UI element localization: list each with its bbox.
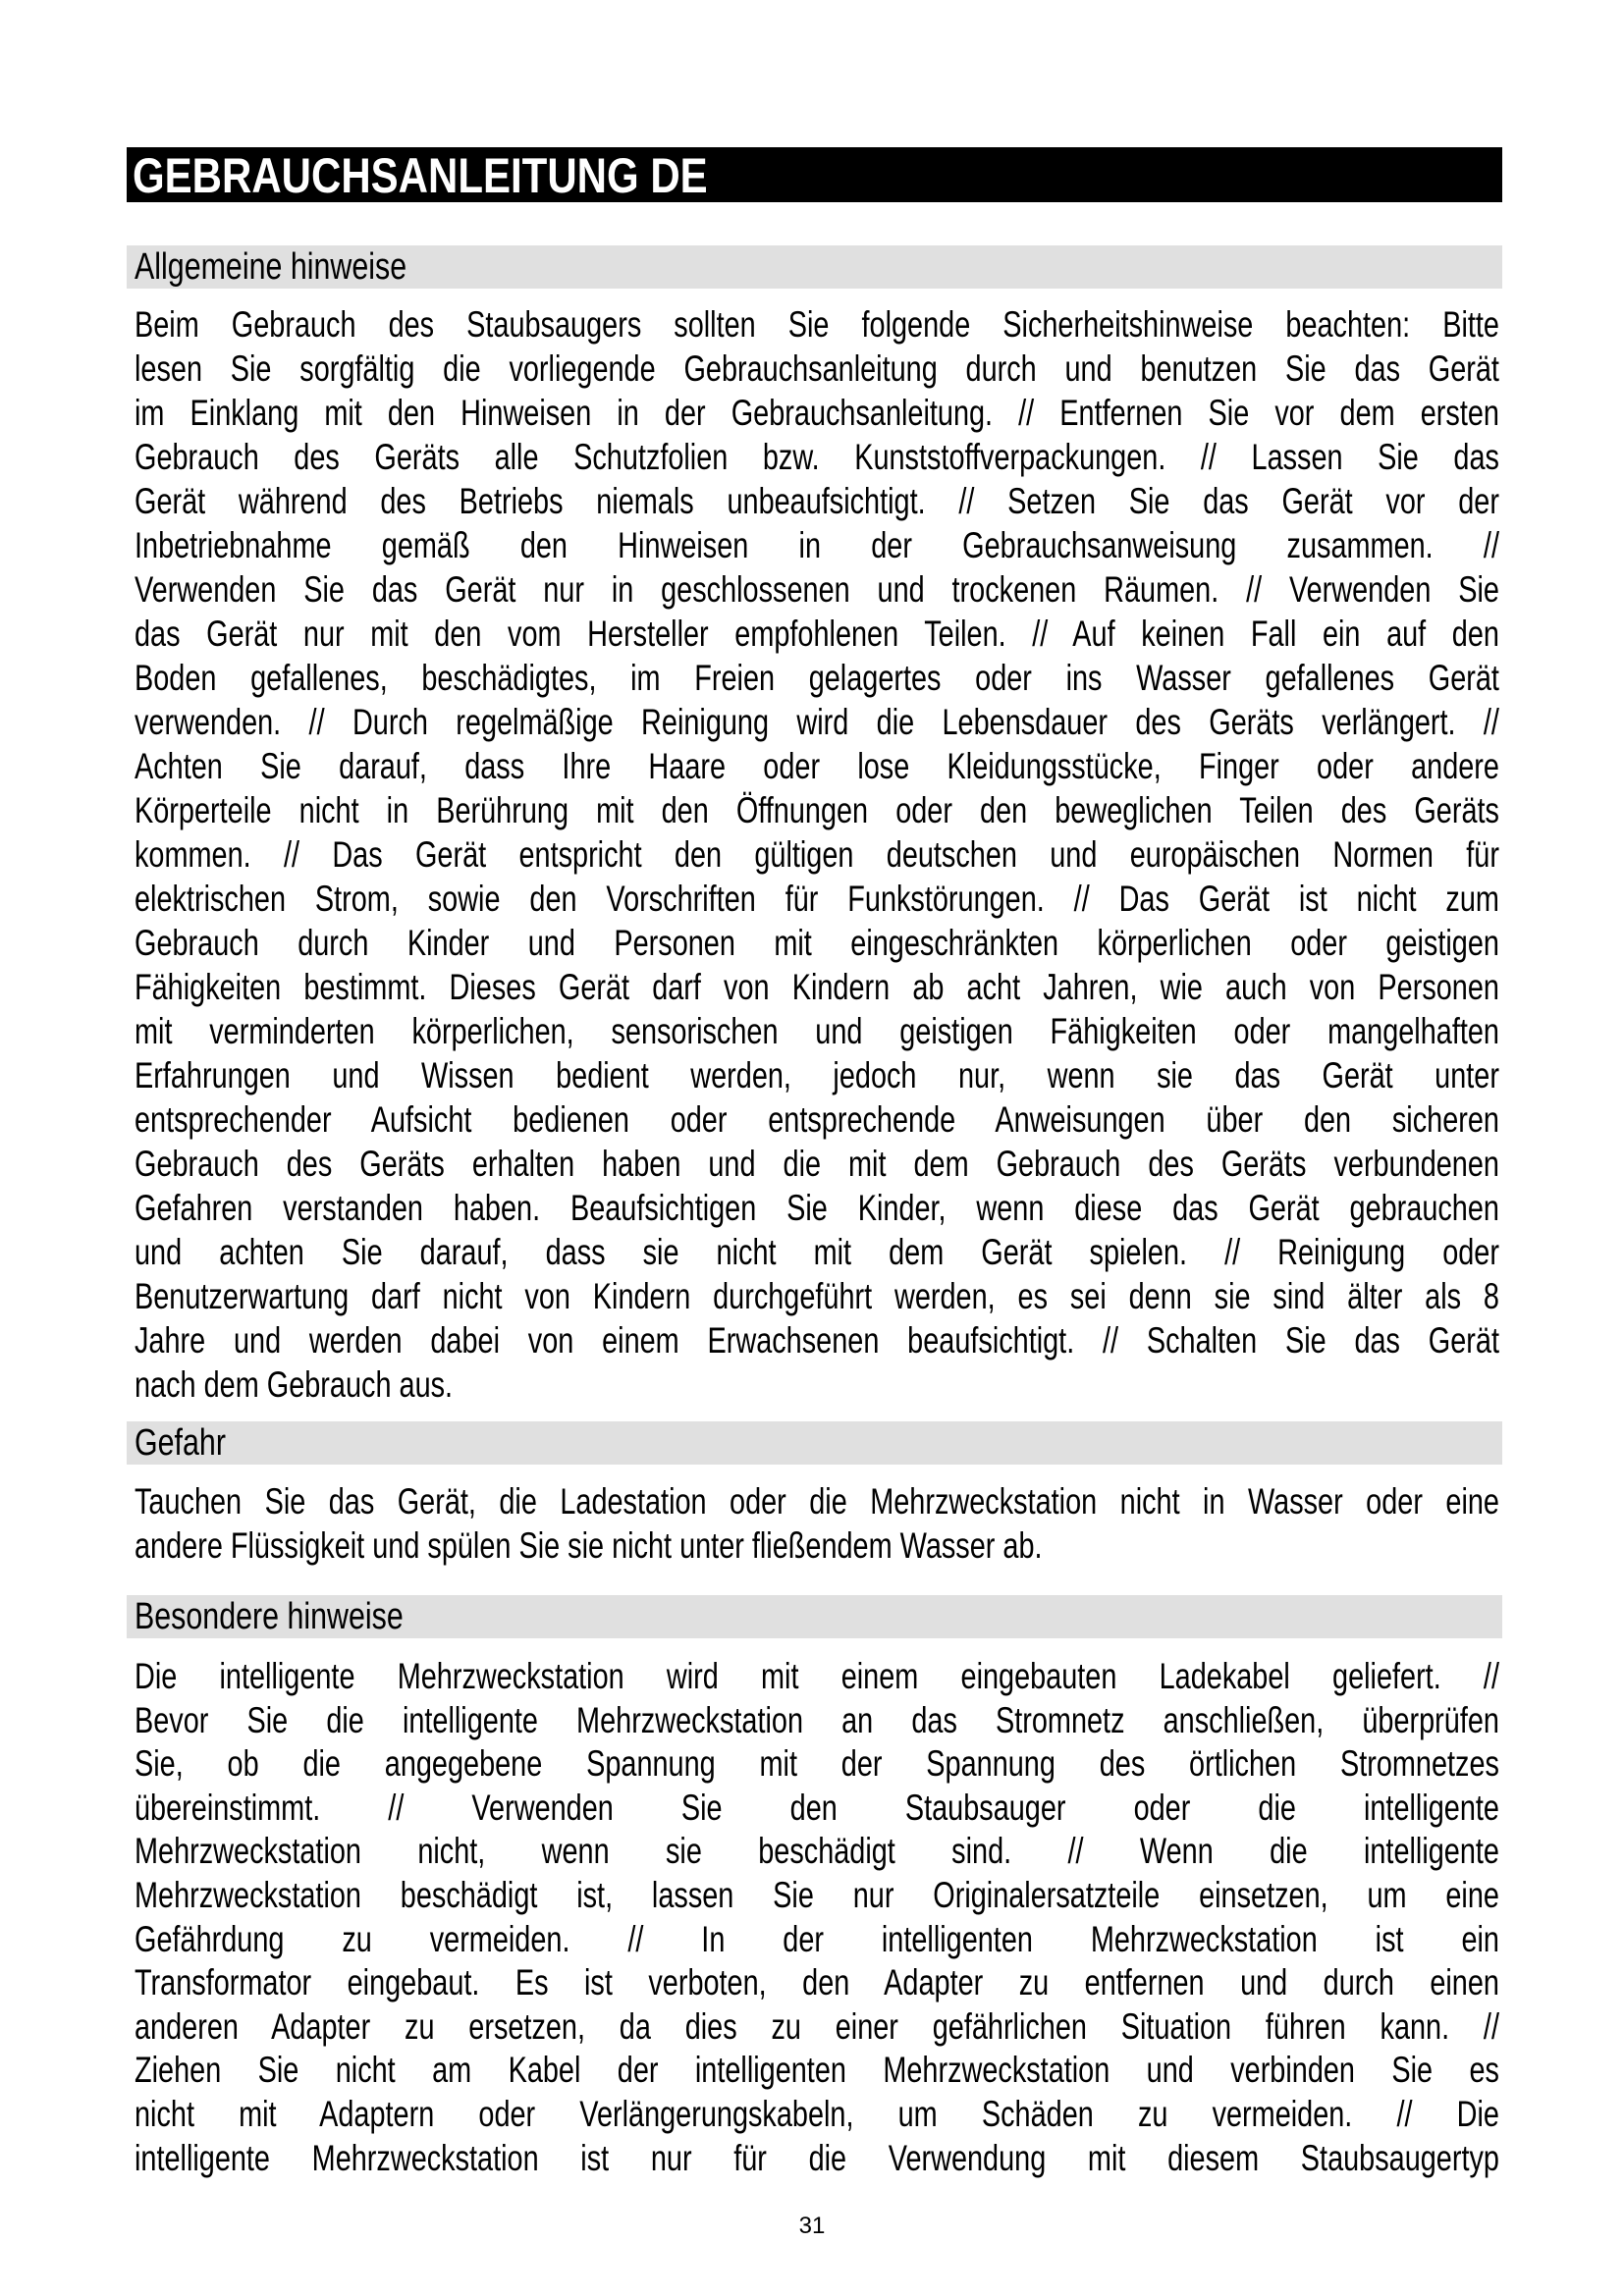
- text-line: im Einklang mit den Hinweisen in der Gebrauchsanleitung. // Entfernen Sie vor dem ersten: [135, 393, 1499, 433]
- text-line: nicht mit Adaptern oder Verlängerungskabeln, um Schäden zu vermeiden. // Die: [135, 2093, 1499, 2134]
- text-line: Bevor Sie die intelligente Mehrzweckstation an das Stromnetz anschließen, überprüfen: [135, 1699, 1499, 1740]
- text-line: Inbetriebnahme gemäß den Hinweisen in der Gebrauchsanweisung zusammen. //: [135, 525, 1499, 565]
- section-heading-general: [127, 245, 1502, 289]
- text-line: Mehrzweckstation nicht, wenn sie beschädigt sind. // Wenn die intelligente: [135, 1831, 1499, 1872]
- text-line: Gefährdung zu vermeiden. // In der intelligenten Mehrzweckstation ist ein: [135, 1918, 1499, 1959]
- text-line: Achten Sie darauf, dass Ihre Haare oder lose Kleidungsstücke, Finger oder andere: [135, 746, 1499, 786]
- text-line: Gerät während des Betriebs niemals unbeaufsichtigt. // Setzen Sie das Gerät vor der: [135, 481, 1499, 521]
- text-line: anderen Adapter zu ersetzen, da dies zu einer gefährlichen Situation führen kann. //: [135, 2005, 1499, 2047]
- text-line: Erfahrungen und Wissen bedient werden, jedoch nur, wenn sie das Gerät unter: [135, 1055, 1499, 1095]
- text-line: Sie, ob die angegebene Spannung mit der Spannung des örtlichen Stromnetzes: [135, 1743, 1499, 1785]
- text-line: Verwenden Sie das Gerät nur in geschlossenen und trockenen Räumen. // Verwenden Sie: [135, 569, 1499, 610]
- text-line: andere Flüssigkeit und spülen Sie sie nicht unter fließendem Wasser ab.: [135, 1525, 1043, 1566]
- text-line: übereinstimmt. // Verwenden Sie den Staubsauger oder die intelligente: [135, 1787, 1499, 1828]
- text-line: Mehrzweckstation beschädigt ist, lassen Sie nur Originalersatzteile einsetzen, um eine: [135, 1874, 1499, 1915]
- text-line: verwenden. // Durch regelmäßige Reinigung wird die Lebensdauer des Geräts verlängert. //: [135, 702, 1499, 742]
- text-line: Körperteile nicht in Berührung mit den Öffnungen oder den beweglichen Teilen des Geräts: [135, 790, 1499, 830]
- text-line: Jahre und werden dabei von einem Erwachsenen beaufsichtigt. // Schalten Sie das Gerät: [135, 1320, 1499, 1361]
- section-heading-text: Allgemeine hinweise: [135, 246, 407, 288]
- text-line: Die intelligente Mehrzweckstation wird mit einem eingebauten Ladekabel geliefert. //: [135, 1656, 1499, 1696]
- section-body-special: [135, 1655, 1499, 2180]
- text-line: und achten Sie darauf, dass sie nicht mit dem Gerät spielen. // Reinigung oder: [135, 1232, 1499, 1272]
- text-line: Fähigkeiten bestimmt. Dieses Gerät darf von Kindern ab acht Jahren, wie auch von Personen: [135, 967, 1499, 1007]
- text-line: Benutzerwartung darf nicht von Kindern durchgeführt werden, es sei denn sie sind älter als 8: [135, 1276, 1499, 1316]
- section-heading-text: Besondere hinweise: [135, 1596, 404, 1637]
- section-body-danger: [135, 1479, 1499, 1568]
- text-line: Ziehen Sie nicht am Kabel der intelligenten Mehrzweckstation und verbinden Sie es: [135, 2050, 1499, 2091]
- page-title-bar: [127, 147, 1502, 202]
- text-line: Gebrauch durch Kinder und Personen mit eingeschränkten körperlichen oder geistigen: [135, 923, 1499, 963]
- text-line: Gefahren verstanden haben. Beaufsichtigen Sie Kinder, wenn diese das Gerät gebrauchen: [135, 1188, 1499, 1228]
- text-line: Tauchen Sie das Gerät, die Ladestation oder die Mehrzweckstation nicht in Wasser oder eine: [135, 1481, 1499, 1522]
- text-line: nach dem Gebrauch aus.: [135, 1364, 454, 1405]
- text-line: mit verminderten körperlichen, sensorischen und geistigen Fähigkeiten oder mangelhaften: [135, 1011, 1499, 1051]
- text-line: Gebrauch des Geräts alle Schutzfolien bzw. Kunststoffverpackungen. // Lassen Sie das: [135, 437, 1499, 477]
- page-title: GEBRAUCHSANLEITUNG DE: [133, 148, 708, 203]
- section-heading-danger: [127, 1421, 1502, 1465]
- text-line: intelligente Mehrzweckstation ist nur für die Verwendung mit diesem Staubsaugertyp: [135, 2137, 1499, 2178]
- text-line: lesen Sie sorgfältig die vorliegende Gebrauchsanleitung durch und benutzen Sie das Gerät: [135, 348, 1499, 389]
- text-line: Boden gefallenes, beschädigtes, im Freien gelagertes oder ins Wasser gefallenes Gerät: [135, 658, 1499, 698]
- text-line: kommen. // Das Gerät entspricht den gültigen deutschen und europäischen Normen für: [135, 834, 1499, 875]
- text-line: elektrischen Strom, sowie den Vorschriften für Funkstörungen. // Das Gerät ist nicht zum: [135, 879, 1499, 919]
- text-line: Transformator eingebaut. Es ist verboten, den Adapter zu entfernen und durch einen: [135, 1962, 1499, 2003]
- section-heading-special: [127, 1595, 1502, 1638]
- page-number: 31: [798, 2213, 826, 2239]
- text-line: entsprechender Aufsicht bedienen oder entsprechende Anweisungen über den sicheren: [135, 1099, 1499, 1140]
- section-body-general: [135, 302, 1499, 1407]
- text-line: Beim Gebrauch des Staubsaugers sollten Sie folgende Sicherheitshinweise beachten: Bitte: [135, 304, 1499, 345]
- text-line: das Gerät nur mit den vom Hersteller empfohlenen Teilen. // Auf keinen Fall ein auf den: [135, 614, 1499, 654]
- section-heading-text: Gefahr: [135, 1422, 226, 1464]
- text-line: Gebrauch des Geräts erhalten haben und die mit dem Gebrauch des Geräts verbundenen: [135, 1144, 1499, 1184]
